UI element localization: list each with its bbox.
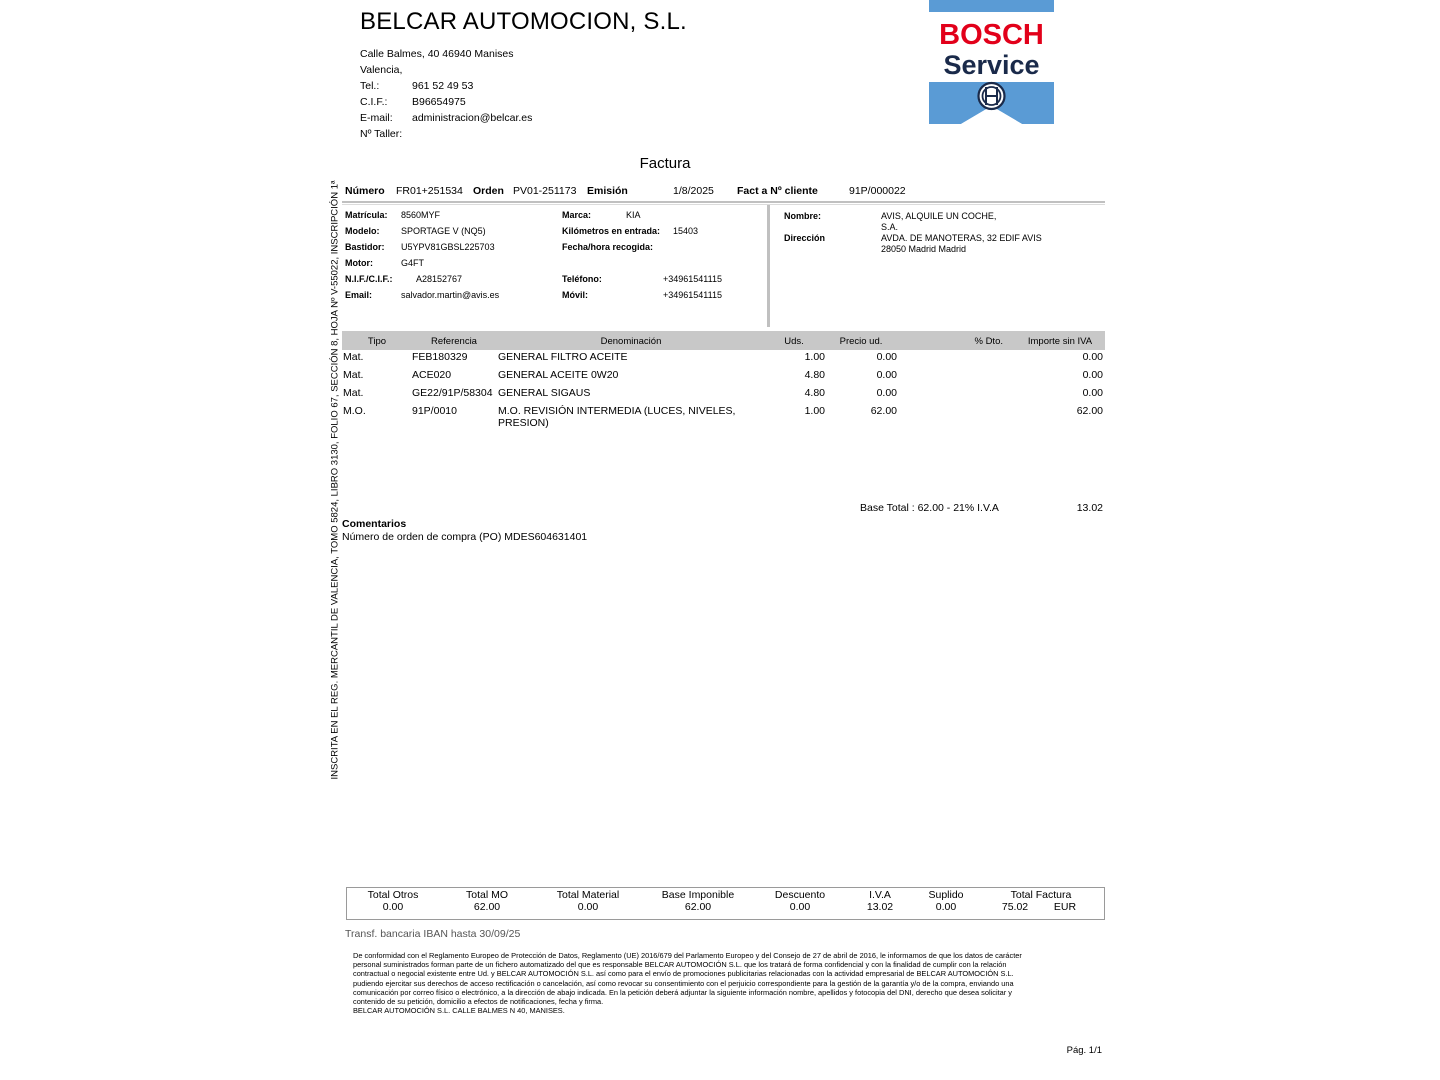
- telefono-label: Teléfono:: [562, 274, 602, 284]
- cliente-value: 91P/000022: [849, 185, 906, 197]
- suplido-value: 0.00: [935, 901, 957, 913]
- comentarios-title: Comentarios: [342, 518, 407, 530]
- row-denominacion: M.O. REVISIÓN INTERMEDIA (LUCES, NIVELES,: [498, 405, 736, 417]
- row-ref: 91P/0010: [412, 405, 457, 417]
- direccion-line1: AVDA. DE MANOTERAS, 32 EDIF AVIS: [881, 233, 1042, 243]
- row-denominacion: GENERAL FILTRO ACEITE: [498, 351, 628, 363]
- suplido-label: Suplido: [928, 889, 964, 901]
- col-importe: Importe sin IVA: [1027, 336, 1093, 347]
- company-cif-label: C.I.F.:: [360, 96, 388, 108]
- row-ref: GE22/91P/58304: [412, 387, 493, 399]
- total-otros-label: Total Otros: [367, 889, 419, 901]
- legal-line: BELCAR AUTOMOCIÓN S.L. CALLE BALMES N 40, MANISES.: [353, 1006, 565, 1016]
- orden-value: PV01-251173: [513, 185, 577, 197]
- document-title: Factura: [639, 155, 691, 172]
- comentarios-text: Número de orden de compra (PO) MDES604631401: [342, 531, 588, 543]
- row-precio: 62.00: [870, 405, 897, 417]
- iva-value: 13.02: [866, 901, 894, 913]
- nombre-label: Nombre:: [784, 211, 822, 221]
- telefono-value: +34961541115: [663, 274, 722, 284]
- row-uds: 4.80: [804, 369, 825, 381]
- bosch-armature-icon: [979, 83, 1005, 109]
- emision-label: Emisión: [587, 185, 628, 197]
- legal-line: comunicación por correo físico o electrónico, a la dirección de abajo indicada. En la petición deberá adjuntar la siguiente información nombre, apellidos y fotocopia del DNI, derecho que desea solicitar y: [353, 987, 1012, 997]
- col-precio: Precio ud.: [839, 336, 883, 347]
- fecha-recogida-label: Fecha/hora recogida:: [562, 242, 654, 252]
- row-denominacion-cont: PRESION): [498, 417, 549, 429]
- orden-label: Orden: [473, 185, 504, 197]
- row-denominacion: GENERAL ACEITE 0W20: [498, 369, 619, 381]
- company-email: administracion@belcar.es: [412, 112, 533, 124]
- company-cif: B96654975: [412, 96, 466, 108]
- km-label: Kilómetros en entrada:: [562, 226, 661, 236]
- page-number: Pág. 1/1: [1066, 1045, 1102, 1056]
- bastidor-label: Bastidor:: [345, 242, 385, 252]
- descuento-label: Descuento: [774, 889, 826, 901]
- total-material-value: 0.00: [577, 901, 599, 913]
- row-uds: 1.00: [804, 351, 825, 363]
- row-tipo: M.O.: [343, 405, 366, 417]
- row-ref: FEB180329: [412, 351, 468, 363]
- legal-line: contractual o negocial existente entre Ud. y BELCAR AUTOMOCIÓN S.L. así como para el envío de promociones publicitarias relacionadas con la actividad empresarial de BELCAR AUTOMOCIÓN S.L.: [353, 969, 1014, 979]
- emision-value: 1/8/2025: [673, 185, 714, 197]
- header-divider: [342, 201, 1105, 203]
- row-importe: 0.00: [1082, 351, 1103, 363]
- nombre-line1: AVIS, ALQUILE UN COCHE,: [881, 211, 997, 221]
- col-dto: % Dto.: [974, 336, 1003, 347]
- matricula-label: Matrícula:: [345, 210, 388, 220]
- row-precio: 0.00: [876, 351, 897, 363]
- row-ref: ACE020: [412, 369, 452, 381]
- descuento-value: 0.00: [789, 901, 811, 913]
- header-divider-shadow: [342, 204, 1105, 205]
- col-denominacion: Denominación: [600, 336, 662, 347]
- numero-value: FR01+251534: [396, 185, 463, 197]
- legal-notice: [353, 951, 1093, 1015]
- matricula-value: 8560MYF: [401, 210, 441, 220]
- vertical-divider: [767, 205, 770, 327]
- company-taller-label: Nº Taller:: [360, 128, 403, 140]
- base-imponible-value: 62.00: [684, 901, 712, 913]
- iva-label: I.V.A: [869, 889, 891, 901]
- nif-value: A28152767: [416, 274, 463, 284]
- row-uds: 4.80: [804, 387, 825, 399]
- company-tel-label: Tel.:: [360, 80, 380, 92]
- total-material-label: Total Material: [556, 889, 620, 901]
- legal-line: De conformidad con el Reglamento Europeo de Protección de Datos, Reglamento (UE) 2016/679 del Parlamento Europeo y del Consejo de 27 de abril de 2016, le informamos de que los datos de carácter: [353, 951, 1022, 960]
- row-importe: 62.00: [1076, 405, 1103, 417]
- row-importe: 0.00: [1082, 369, 1103, 381]
- marca-label: Marca:: [562, 210, 592, 220]
- row-precio: 0.00: [876, 369, 897, 381]
- numero-label: Número: [345, 185, 385, 197]
- total-factura-label: Total Factura: [1010, 889, 1072, 901]
- nombre-line2: S.A.: [881, 222, 899, 232]
- company-tel: 961 52 49 53: [412, 80, 474, 92]
- motor-value: G4FT: [401, 258, 425, 268]
- company-address-line1: Calle Balmes, 40 46940 Manises: [360, 48, 514, 60]
- total-otros-value: 0.00: [382, 901, 404, 913]
- movil-label: Móvil:: [562, 290, 588, 300]
- direccion-label: Dirección: [784, 233, 826, 243]
- total-mo-label: Total MO: [465, 889, 508, 901]
- legal-line: pudiendo ejercitar sus derechos de acceso rectificación o cancelación, así como revocar su consentimiento con el perjuicio correspondiente para la gestión de la garantía y/o de la compra, enviando una: [353, 978, 1014, 988]
- marca-value: KIA: [626, 210, 641, 220]
- base-total-value: 13.02: [1076, 502, 1103, 514]
- vehicle-email-value: salvador.martin@avis.es: [401, 290, 500, 300]
- row-importe: 0.00: [1082, 387, 1103, 399]
- row-tipo: Mat.: [343, 369, 364, 381]
- cliente-label: Fact a Nº cliente: [737, 185, 818, 197]
- payment-terms: Transf. bancaria IBAN hasta 30/09/25: [345, 928, 521, 940]
- motor-label: Motor:: [345, 258, 373, 268]
- currency: EUR: [1053, 901, 1077, 913]
- company-name: BELCAR AUTOMOCION, S.L.: [360, 8, 687, 35]
- base-total-label: Base Total : 62.00 - 21% I.V.A: [860, 502, 999, 514]
- row-tipo: Mat.: [343, 387, 364, 399]
- row-tipo: Mat.: [343, 351, 364, 363]
- km-value: 15403: [673, 226, 699, 236]
- bosch-service-logo: [929, 0, 1054, 124]
- col-uds: Uds.: [784, 336, 804, 347]
- company-address-line2: Valencia,: [360, 64, 403, 76]
- logo-service-text: Service: [943, 50, 1040, 80]
- direccion-line2: 28050 Madrid Madrid: [881, 244, 967, 254]
- vehicle-email-label: Email:: [345, 290, 373, 300]
- row-precio: 0.00: [876, 387, 897, 399]
- logo-bosch-text: BOSCH: [939, 19, 1044, 51]
- col-referencia: Referencia: [431, 336, 477, 347]
- modelo-label: Modelo:: [345, 226, 380, 236]
- modelo-value: SPORTAGE V (NQ5): [401, 226, 486, 236]
- row-uds: 1.00: [804, 405, 825, 417]
- col-tipo: Tipo: [367, 336, 387, 347]
- legal-line: contenido de su petición, domicilio a efectos de notificaciones, fecha y firma.: [353, 997, 604, 1007]
- legal-line: personal suministrados forman parte de un fichero automatizado del que es responsable BELCAR AUTOMOCIÓN S.L. que los tratará de forma confidencial y con la finalidad de cumplir con la relación: [353, 960, 1007, 970]
- bastidor-value: U5YPV81GBSL225703: [401, 242, 495, 252]
- movil-value: +34961541115: [663, 290, 722, 300]
- registry-text: INSCRITA EN EL REG. MERCANTIL DE VALENCIA, TOMO 5824, LIBRO 3130, FOLIO 67, SECCIÓN 8, HOJA Nº V-55022, INSCRIPCIÓN 1ª: [329, 180, 341, 780]
- nif-label: N.I.F./C.I.F.:: [345, 274, 393, 284]
- row-denominacion: GENERAL SIGAUS: [498, 387, 591, 399]
- total-mo-value: 62.00: [473, 901, 501, 913]
- company-email-label: E-mail:: [360, 112, 393, 124]
- base-imponible-label: Base Imponible: [661, 889, 735, 901]
- total-factura-value: 75.02: [1001, 901, 1029, 913]
